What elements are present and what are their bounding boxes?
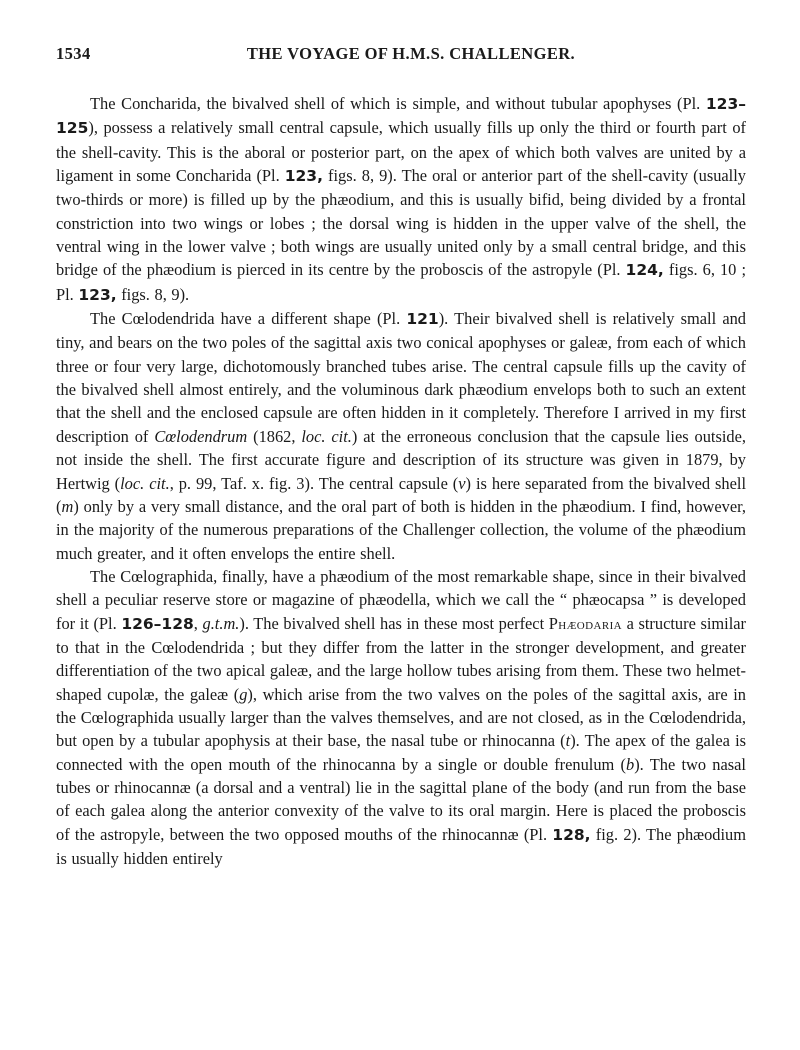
- text-run: The Cœlographida, finally, have a phæodium of the most remarkable shape, since in their bivalved shell a peculiar reserve store or magazine of phæodella, which we call the “ phæocapsa ” is developed for it (Pl.: [56, 566, 746, 633]
- text-run: The Cœlodendrida have a different shape (Pl.: [90, 309, 407, 329]
- running-header: [56, 44, 746, 70]
- italic-text: b: [626, 754, 635, 774]
- plate-reference: 126–128: [121, 614, 194, 633]
- text-run: ), possess a relatively small central capsule, which usually fills up only the third or fourth part of the shell-cavity. This is the aboral or posterior part, on the apex of which both valves are united by a ligament in some Concharida (Pl.: [56, 118, 746, 186]
- text-run: figs. 8, 9). The oral or anterior part of the shell-cavity (usually two-thirds or more) is filled up by the phæodium, and this is usually bifid, being divided by a frontal constriction into two wings or lobes ; the dorsal wing is hidden in the upper valve of the shell, the ventral wing in the lower valve ; both wings are usually united only by a small central bridge, and this bridge of the phæodium is pierced in its centre by the proboscis of the astropyle (Pl.: [56, 166, 746, 280]
- italic-text: Cœlodendrum: [154, 426, 248, 446]
- plate-reference: 128,: [552, 825, 591, 844]
- plate-reference: 123,: [78, 285, 117, 304]
- text-run: (1862,: [247, 426, 302, 446]
- text-run: ). The bivalved shell has in these most perfect: [239, 613, 549, 633]
- text-run: ), which arise from the two valves on the poles of the sagittal axis, are in the Cœlographida usually larger than the valves themselves, and are not closed, as in the Cœlodendrida, but open by a tubular apophysis at their base, the nasal tube or rhinocanna (: [56, 684, 746, 751]
- text-run: ). The two nasal tubes or rhinocannæ (a dorsal and a ventral) lie in the sagittal plane of the body (and run from the base of each galea along the anterior convexity of the valve to its oral margin. Here is placed the proboscis of the astropyle, between the two opposed mouths of the rhinocannæ (Pl.: [56, 754, 746, 844]
- body-text: [56, 92, 746, 870]
- italic-text: loc. cit.: [120, 473, 170, 493]
- text-run: figs. 6, 10 ; Pl.: [56, 260, 746, 304]
- running-title: THE VOYAGE OF H.M.S. CHALLENGER.: [246, 44, 576, 63]
- text-run: a structure similar to that in the Cœlodendrida ; but they differ from the latter in the stronger development, and greater differentiation of the two apical galeæ, and the large hollow tubes arising from them. These two helmet-shaped cupolæ, the galeæ (: [56, 613, 746, 704]
- text-run: ). The apex of the galea is connected with the open mouth of the rhinocanna by a single or double frenulum (: [56, 731, 747, 774]
- plate-reference: 123,: [284, 167, 323, 186]
- paragraph: [56, 307, 746, 565]
- plate-reference: 123–125: [56, 95, 746, 138]
- paragraph: [56, 565, 746, 870]
- paragraph: [56, 92, 746, 307]
- text-run: fig. 2). The phæodium is usually hidden entirely: [56, 824, 746, 868]
- page-number: 1534: [56, 44, 91, 63]
- text-run: ,: [193, 613, 203, 633]
- text-run: ) at the erroneous conclusion that the capsule lies outside, not inside the shell. The first accurate figure and description of its structure was given in 1879, by Hertwig (: [56, 426, 746, 493]
- text-run: , p. 99, Taf. x. fig. 3). The central capsule (: [169, 473, 459, 493]
- text-run: ). Their bivalved shell is relatively small and tiny, and bears on the two poles of the sagittal axis two conical apophyses or galeæ, from each of which three or four very large, dichotomously branched tubes arise. The central capsule fills up the cavity of the bivalved shell almost entirely, and the voluminous dark phæodium envelops both to such an extent that the shell and the enclosed capsule are often hidden in it completely. Therefore I arrived in my first description of: [56, 309, 746, 446]
- italic-text: g.t.m.: [202, 613, 240, 633]
- italic-text: m: [61, 496, 74, 516]
- text-run: figs. 8, 9).: [116, 284, 190, 304]
- small-caps-term: Phæodaria: [548, 613, 622, 633]
- plate-reference: 121: [406, 310, 439, 329]
- text-run: ) is here separated from the bivalved shell (: [56, 473, 746, 516]
- plate-reference: 124,: [625, 261, 664, 280]
- text-run: ) only by a very small distance, and the oral part of both is hidden in the phæodium. I find, however, in the majority of the numerous preparations of the Challenger collection, the volume of the phæodium much greater, and it often envelops the entire shell.: [56, 496, 746, 563]
- italic-text: v: [458, 473, 466, 493]
- italic-text: g: [239, 684, 248, 704]
- italic-text: loc. cit.: [301, 426, 352, 446]
- italic-text: t: [565, 731, 571, 751]
- document-page: [56, 44, 746, 870]
- text-run: The Concharida, the bivalved shell of which is simple, and without tubular apophyses (Pl.: [90, 94, 706, 113]
